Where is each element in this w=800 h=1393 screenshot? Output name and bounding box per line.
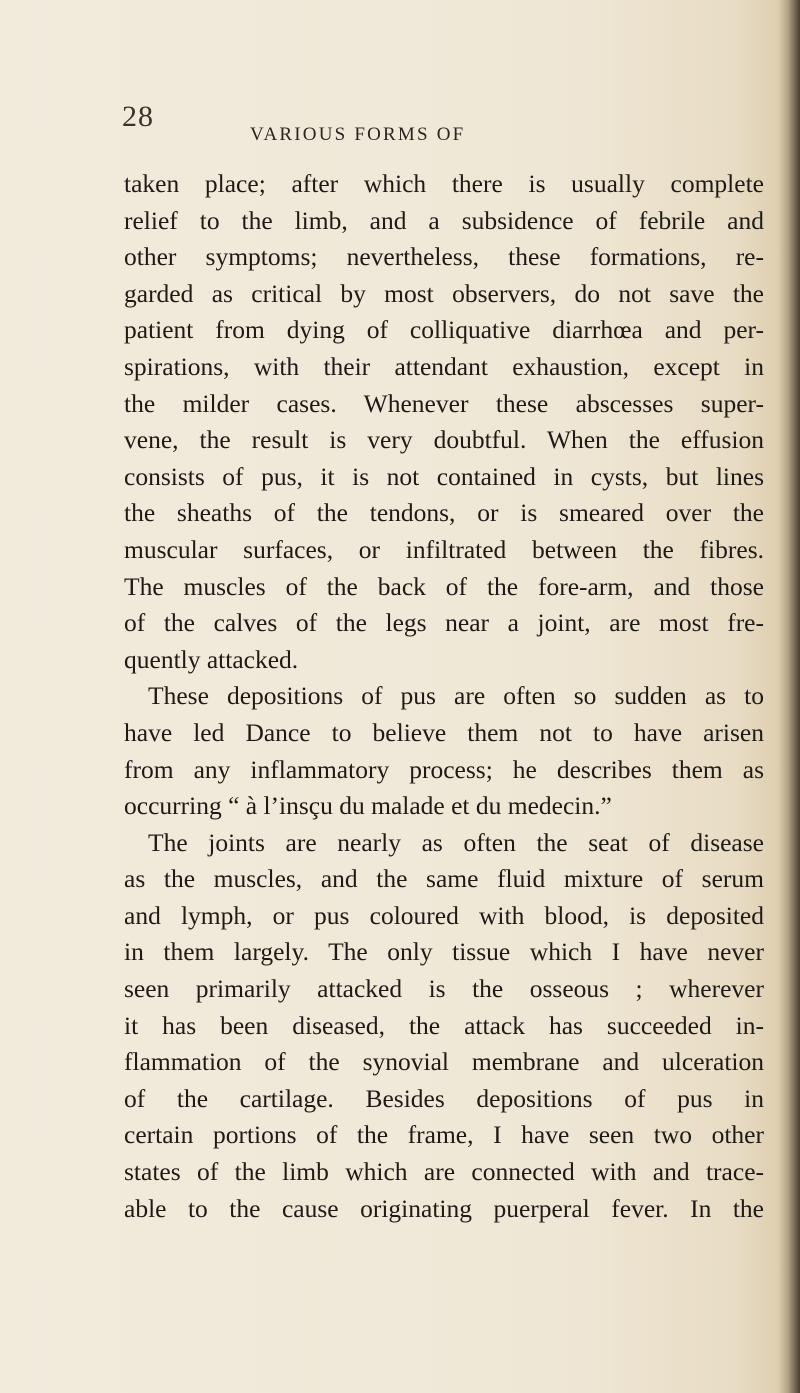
text-line: consists of pus, it is not contained in cysts, but lines: [124, 461, 764, 491]
text-line: from any inflammatory process; he describes them as: [124, 754, 764, 784]
page-number: 28: [122, 100, 154, 133]
running-head: VARIOUS FORMS OF: [250, 124, 466, 145]
text-line: patient from dying of colliquative diarrhœa and per-: [124, 315, 764, 345]
text-line: able to the cause originating puerperal fever. In the: [124, 1193, 764, 1223]
text-line: vene, the result is very doubtful. When the effusion: [124, 425, 764, 455]
text-line: These depositions of pus are often so sudden as to: [148, 681, 764, 711]
text-line: the sheaths of the tendons, or is smeared over the: [124, 498, 764, 528]
text-line: of the calves of the legs near a joint, are most fre-: [124, 608, 764, 638]
text-line: the milder cases. Whenever these abscesses super-: [124, 388, 764, 418]
text-line: states of the limb which are connected with and trace-: [124, 1157, 764, 1187]
text-line: in them largely. The only tissue which I have never: [124, 937, 764, 967]
text-line: relief to the limb, and a subsidence of febrile and: [124, 205, 764, 235]
text-line: and lymph, or pus coloured with blood, is deposited: [124, 900, 764, 930]
text-line: The joints are nearly as often the seat of disease: [148, 827, 764, 857]
text-line: seen primarily attacked is the osseous ; wherever: [124, 974, 764, 1004]
text-line: spirations, with their attendant exhaustion, except in: [124, 351, 764, 381]
text-line: other symptoms; nevertheless, these formations, re-: [124, 242, 764, 272]
text-line: certain portions of the frame, I have seen two other: [124, 1120, 764, 1150]
text-line: as the muscles, and the same fluid mixture of serum: [124, 864, 764, 894]
text-line: it has been diseased, the attack has succeeded in-: [124, 1010, 764, 1040]
text-line: muscular surfaces, or infiltrated between the fibres.: [124, 534, 764, 564]
text-line: garded as critical by most observers, do not save the: [124, 278, 764, 308]
text-line: have led Dance to believe them not to have arisen: [124, 717, 764, 747]
page-edge-shadow: [778, 0, 800, 1393]
text-line: occurring “ à l’insçu du malade et du medecin.”: [124, 791, 612, 821]
text-line: flammation of the synovial membrane and ulceration: [124, 1047, 764, 1077]
text-line: The muscles of the back of the fore-arm, and those: [124, 571, 764, 601]
body-text: [124, 166, 764, 1227]
text-line: taken place; after which there is usually complete: [124, 169, 764, 198]
text-line: quently attacked.: [124, 644, 299, 674]
text-line: of the cartilage. Besides depositions of pus in: [124, 1083, 764, 1113]
